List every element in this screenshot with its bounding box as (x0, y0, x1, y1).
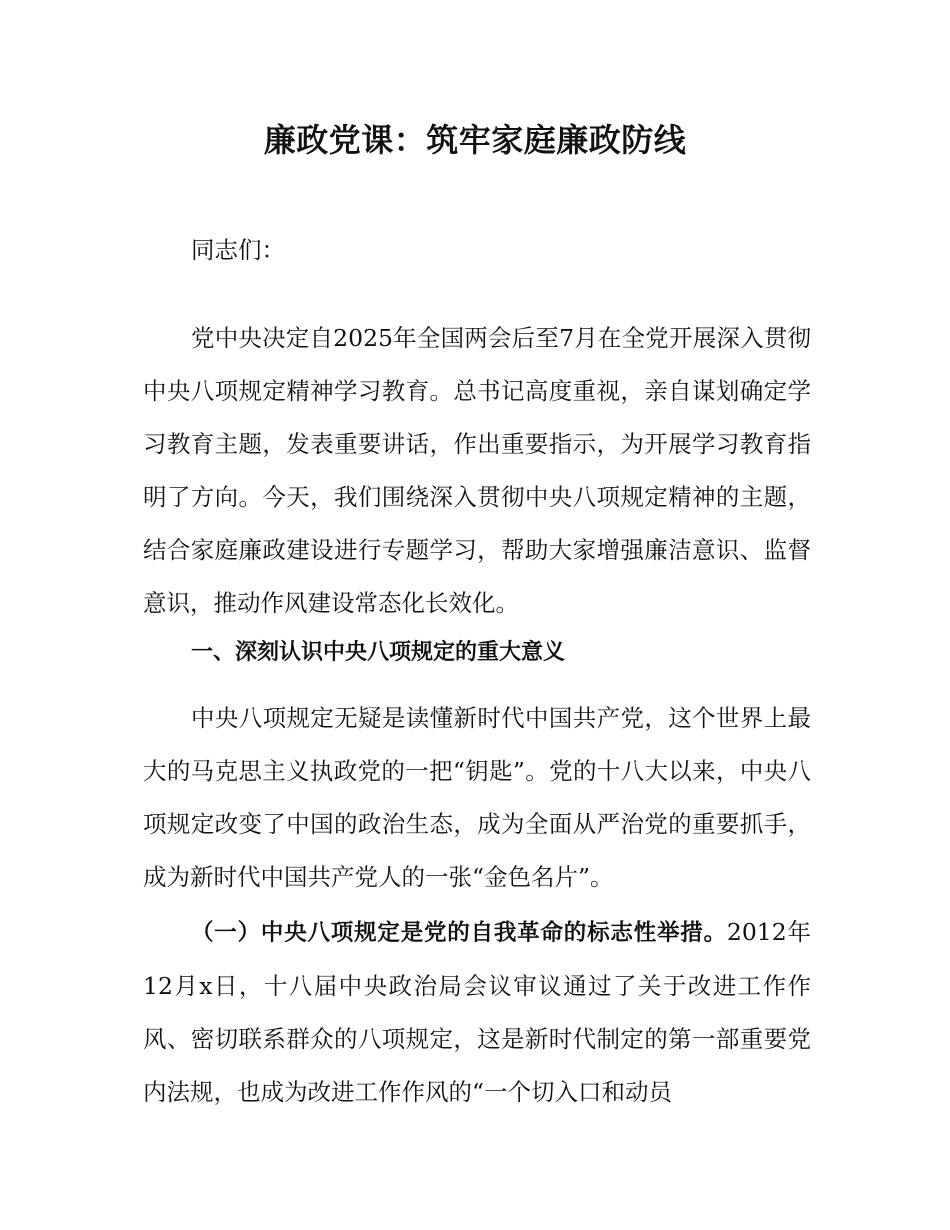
subsection-1-text: 2012年12月x日，十八届中央政治局会议审议通过了关于改进工作作风、密切联系群众的八项规定，这是新时代制定的第一部重要党内法规，也成为改进工作作风的“一个切入口和动员 (143, 918, 811, 1106)
section-heading-1: 一、深刻认识中央八项规定的重大意义 (191, 640, 566, 665)
salutation: 同志们： (191, 236, 285, 264)
paragraph-significance: 中央八项规定无疑是读懂新时代中国共产党，这个世界上最大的马克思主义执政党的一把“钥匙”。党的十八大以来，中央八项规定改变了中国的政治生态，成为全面从严治党的重要抓手，成为新时代中国共产党人的一张“金色名片”。 (143, 704, 811, 891)
subsection-heading-1: （一）中央八项规定是党的自我革命的标志性举措。 (191, 920, 727, 946)
paragraph-subsection-1 (143, 906, 811, 1119)
paragraph-intro: 党中央决定自2025年全国两会后至7月在全党开展深入贯彻中央八项规定精神学习教育。总书记高度重视，亲自谋划确定学习教育主题，发表重要讲话，作出重要指示，为开展学习教育指明了方向。今天，我们围绕深入贯彻中央八项规定精神的主题，结合家庭廉政建设进行专题学习，帮助大家增强廉洁意识、监督意识，推动作风建设常态化长效化。 (143, 324, 811, 617)
document-title: 廉政党课：筑牢家庭廉政防线 (263, 121, 687, 159)
